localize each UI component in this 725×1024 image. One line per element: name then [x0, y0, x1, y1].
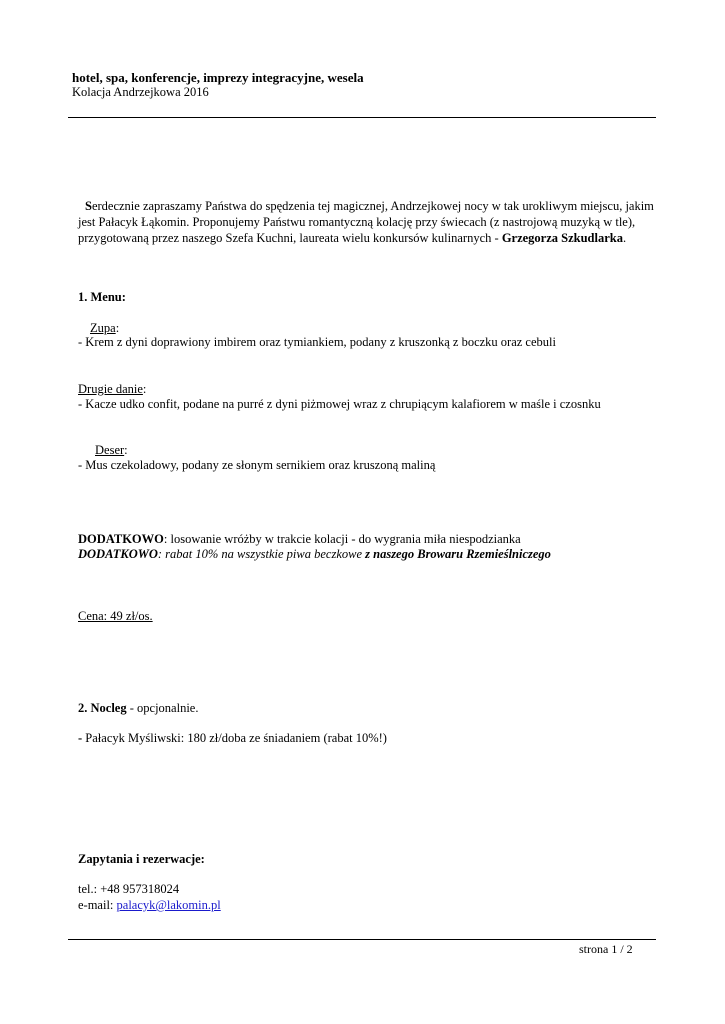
main-label-line [78, 382, 146, 397]
document-subtitle: Kolacja Andrzejkowa 2016 [72, 85, 209, 99]
lodging-item-line [78, 731, 387, 746]
intro-text: erdecznie zapraszamy Państwa do spędzenia tej magicznej, Andrzejkowej nocy w tak urokliwym miejscu, jakim jest Pałacyk Łąkomin. Proponujemy Państwu romantyczną kolację przy świecach (z nastrojową muzyką w tle), przygotowaną przez naszego Szefa Kuchni, laureata wielu konkursów kulinarnych - [78, 199, 654, 246]
contact-phone: tel.: +48 957318024 [78, 882, 180, 896]
soup-item: - Krem z dyni doprawiony imbirem oraz tymiankiem, podany z kruszonką z boczku oraz cebuli [78, 335, 556, 349]
extra-line-1 [78, 532, 521, 547]
soup-colon: : [115, 321, 120, 335]
price: Cena: 49 zł/os. [78, 609, 153, 623]
contact-email-line [78, 898, 221, 913]
extra-label-2: DODATKOWO [78, 547, 158, 561]
intro-paragraph [78, 198, 656, 247]
dessert-label: Deser [95, 443, 125, 457]
dessert-colon: : [124, 443, 128, 457]
extra-text-1: : losowanie wróżby w trakcie kolacji - do wygrania miła niespodzianka [163, 532, 521, 546]
main-course-label: Drugie danie [78, 382, 143, 396]
intro-end: . [622, 231, 627, 246]
lodging-dash: - [78, 731, 86, 745]
extra-text-2: : rabat 10% na wszystkie piwa beczkowe [157, 547, 366, 561]
lodging-suffix: - opcjonalnie. [126, 701, 199, 715]
document-title: hotel, spa, konferencje, imprezy integracyjne, wesela [72, 70, 364, 85]
lodging-heading-line [78, 701, 198, 716]
extra-label-1: DODATKOWO [78, 532, 164, 546]
soup-label-line [90, 321, 119, 336]
contact-heading: Zapytania i rezerwacje: [78, 852, 205, 866]
main-colon: : [142, 382, 147, 396]
extra-brewery: z naszego Browaru Rzemieślniczego [365, 547, 551, 561]
extra-line-2 [78, 547, 551, 562]
email-link[interactable]: palacyk@lakomin.pl [116, 898, 221, 912]
intro-dropcap: S [85, 199, 92, 213]
menu-heading: 1. Menu: [78, 290, 126, 304]
dessert-item: - Mus czekoladowy, podany ze słonym sernikiem oraz kruszoną maliną [78, 458, 436, 472]
email-label: e-mail: [78, 898, 117, 912]
soup-label: Zupa [90, 321, 116, 335]
dessert-label-line [95, 443, 128, 458]
header-divider [68, 117, 656, 118]
main-course-item: - Kacze udko confit, podane na purré z dyni piżmowej wraz z chrupiącym kalafiorem w maśle i czosnku [78, 397, 601, 411]
page-number: strona 1 / 2 [579, 942, 633, 956]
chef-name: Grzegorza Szkudlarka [501, 231, 623, 246]
footer-divider [68, 939, 656, 940]
lodging-heading: 2. Nocleg [78, 701, 127, 715]
lodging-item: Pałacyk Myśliwski: 180 zł/doba ze śniadaniem (rabat 10%!) [85, 731, 387, 745]
